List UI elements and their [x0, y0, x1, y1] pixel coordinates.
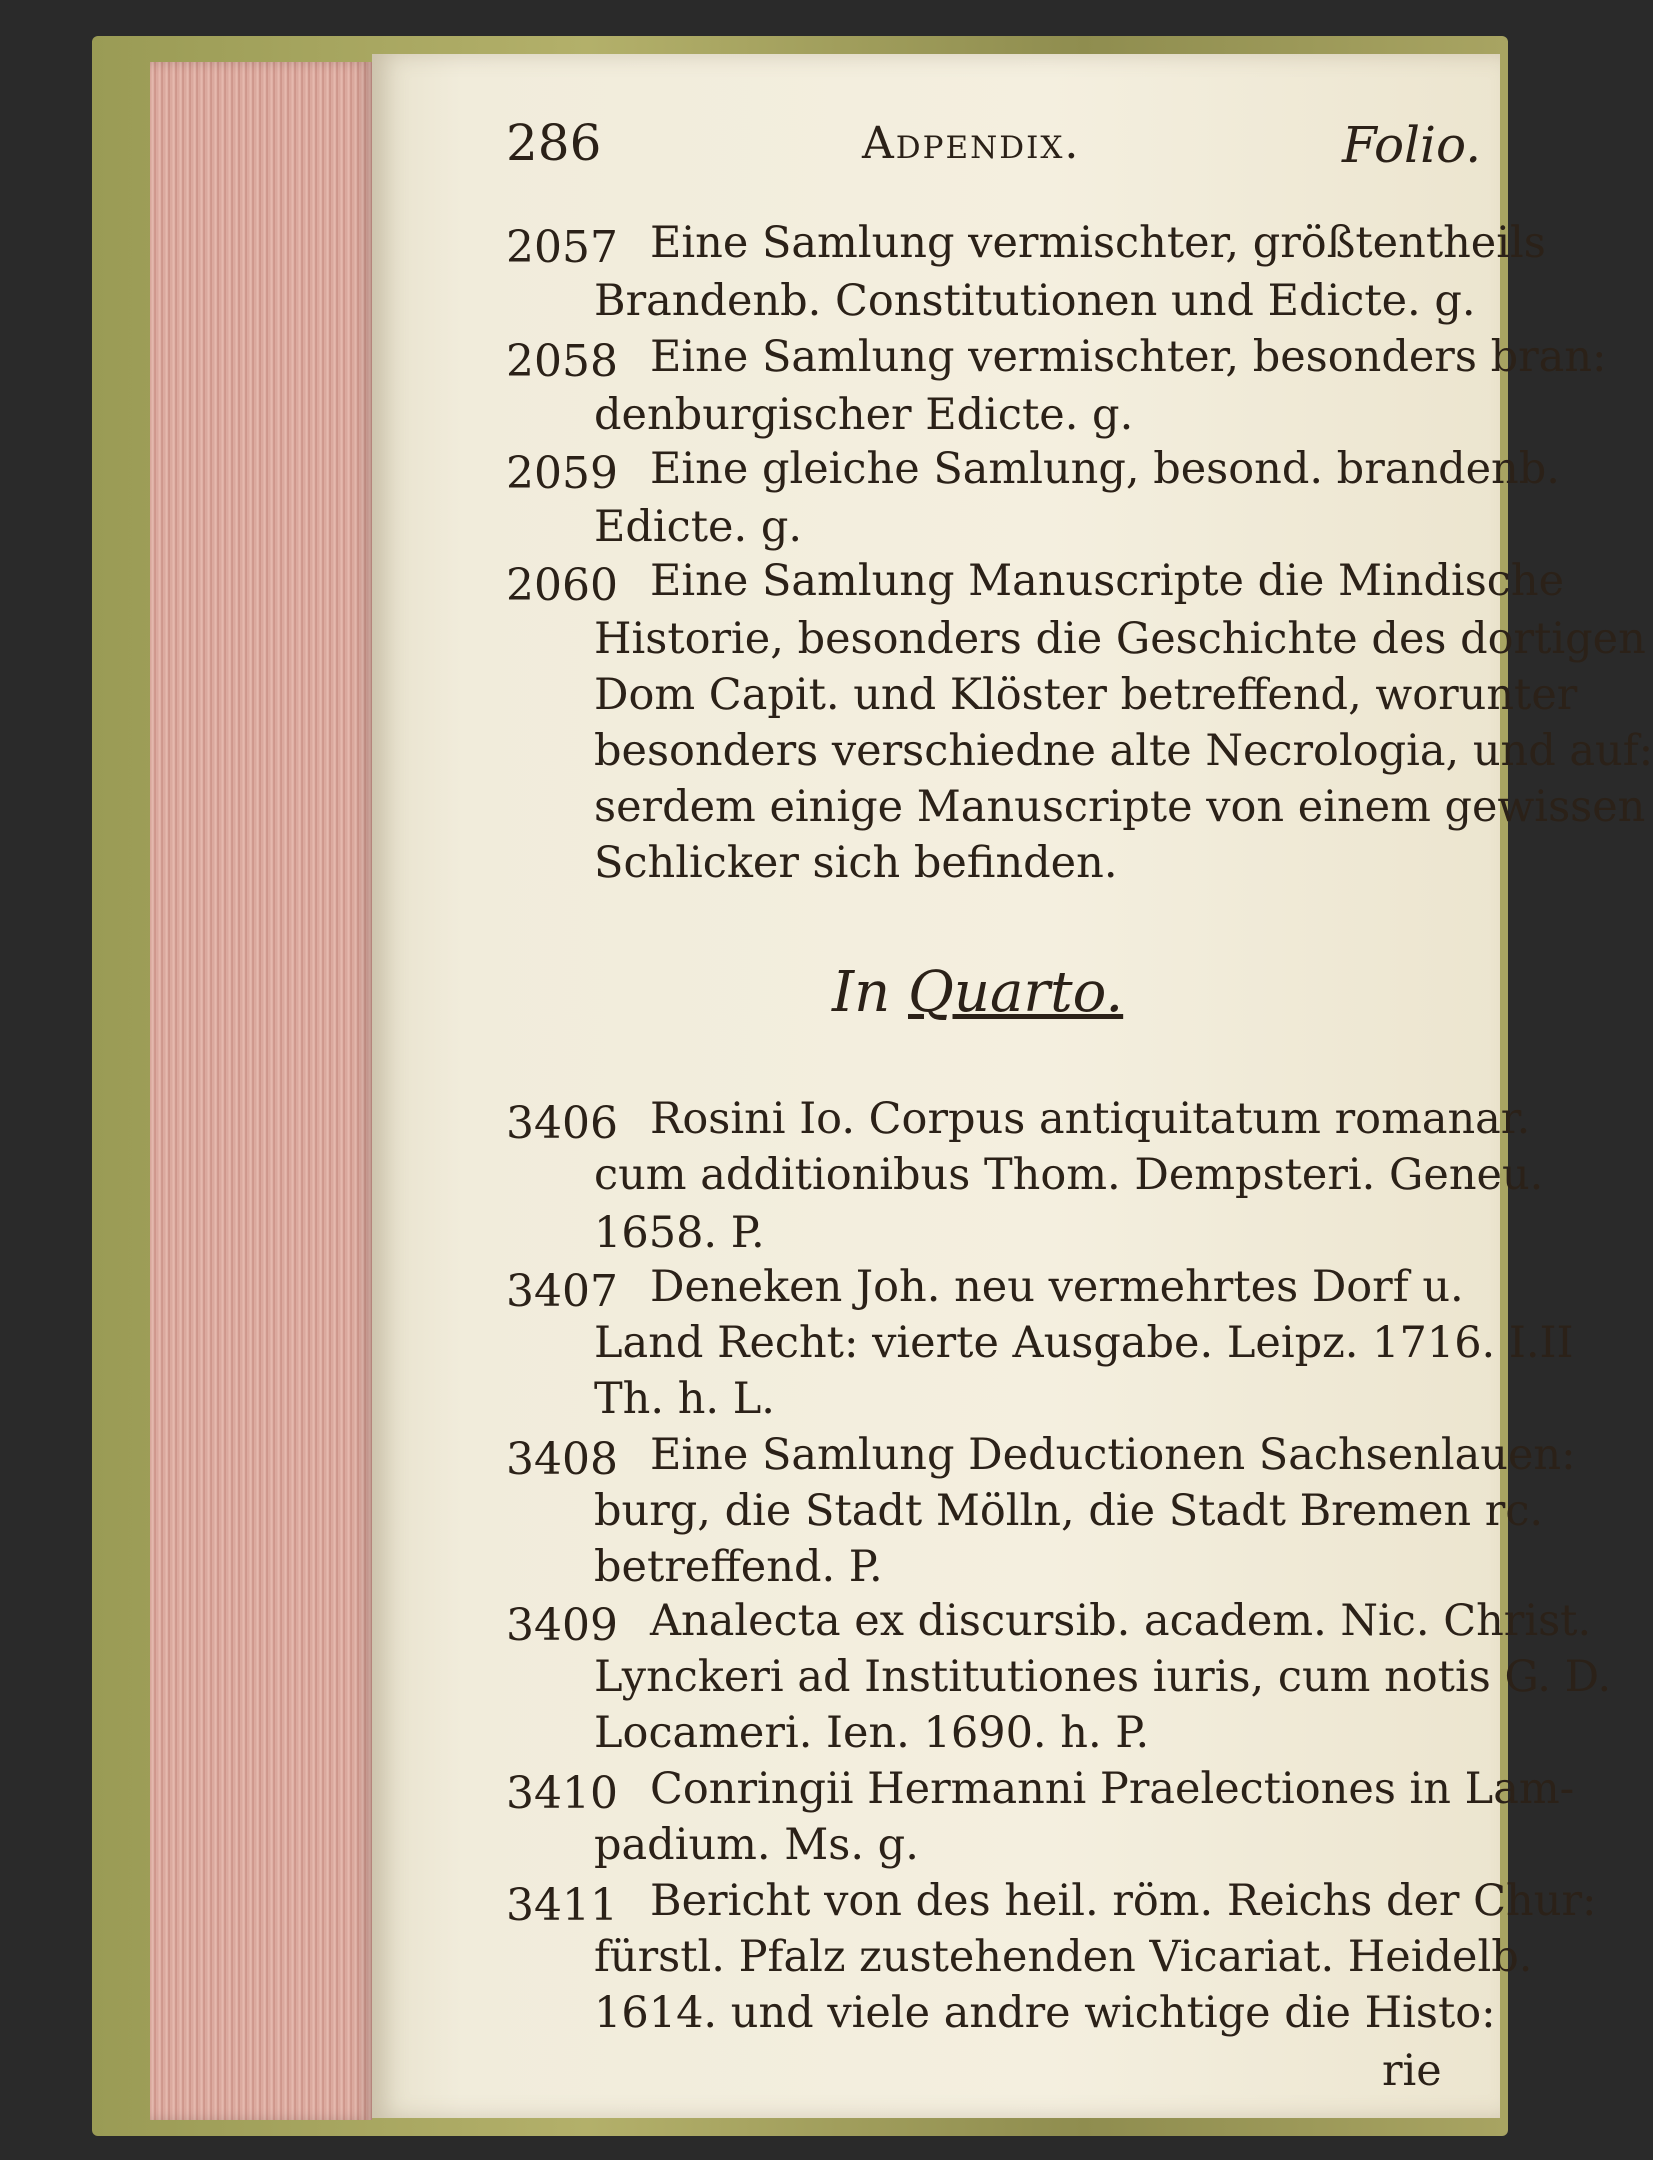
entry-line: Eine Samlung vermischter, größtentheils	[650, 218, 1546, 268]
entry-number: 3406	[506, 1098, 618, 1149]
entry-number: 3409	[506, 1600, 618, 1651]
entry-line: cum additionibus Thom. Dempsteri. Geneu.	[594, 1150, 1544, 1200]
entry-line: burg, die Stadt Mölln, die Stadt Bremen rc.	[594, 1486, 1544, 1536]
entry-number: 3411	[506, 1880, 618, 1931]
running-title: Adpendix.	[862, 118, 1081, 169]
entry-line: Brandenb. Constitutionen und Edicte. g.	[594, 276, 1476, 326]
entry-number: 2060	[506, 560, 618, 611]
heading-word: Quarto.	[908, 960, 1124, 1025]
entry-number: 2059	[506, 448, 618, 499]
page-number: 286	[506, 114, 602, 172]
entry-number: 3407	[506, 1266, 618, 1317]
entry-line: Rosini Io. Corpus antiquitatum romanar.	[650, 1094, 1531, 1144]
entry-line: Eine Samlung Deductionen Sachsenlauen:	[650, 1430, 1576, 1480]
entry-line: Eine Samlung Manuscripte die Mindische	[650, 556, 1565, 606]
entry-line: Schlicker sich befinden.	[594, 838, 1118, 888]
entry-line: Th. h. L.	[594, 1374, 775, 1424]
entry-line: Land Recht: vierte Ausgabe. Leipz. 1716. I.II	[594, 1318, 1574, 1368]
entry-number: 3410	[506, 1768, 618, 1819]
entry-number: 3408	[506, 1434, 618, 1485]
entry-line: Locameri. Ien. 1690. h. P.	[594, 1708, 1150, 1758]
entry-number: 2058	[506, 336, 618, 387]
entry-line: 1658. P.	[594, 1208, 765, 1258]
heading-prefix: In	[832, 960, 891, 1025]
entry-line: serdem einige Manuscripte von einem gewissen	[594, 782, 1646, 832]
entry-line: Dom Capit. und Klöster betreffend, worunter	[594, 670, 1578, 720]
book-page	[372, 54, 1653, 2118]
entry-line: Lynckeri ad Institutiones iuris, cum notis G. D.	[594, 1652, 1612, 1702]
section-label: Folio.	[1342, 116, 1482, 174]
entry-line: Analecta ex discursib. academ. Nic. Christ.	[650, 1596, 1592, 1646]
entry-line: fürstl. Pfalz zustehenden Vicariat. Heidelb.	[594, 1932, 1533, 1982]
entry-line: Bericht von des heil. röm. Reichs der Chur:	[650, 1876, 1597, 1926]
entry-line: Eine Samlung vermischter, besonders bran:	[650, 332, 1607, 382]
entry-line: Edicte. g.	[594, 502, 803, 552]
page-edges	[150, 62, 372, 2120]
entry-number: 2057	[506, 222, 618, 273]
entry-line: Historie, besonders die Geschichte des dortigen	[594, 614, 1646, 664]
entry-line: Deneken Joh. neu vermehrtes Dorf u.	[650, 1262, 1464, 1312]
entry-line: Conringii Hermanni Praelectiones in Lam-	[650, 1764, 1575, 1814]
entry-line: besonders verschiedne alte Necrologia, und auf:	[594, 726, 1653, 776]
page-text	[372, 54, 1653, 2118]
section-heading	[832, 960, 1123, 1025]
catchword: rie	[1382, 2046, 1442, 2096]
entry-line: betreffend. P.	[594, 1542, 883, 1592]
entry-line: Eine gleiche Samlung, besond. brandenb.	[650, 444, 1560, 494]
entry-line: 1614. und viele andre wichtige die Histo:	[594, 1988, 1496, 2038]
entry-line: padium. Ms. g.	[594, 1820, 919, 1870]
entry-line: denburgischer Edicte. g.	[594, 390, 1134, 440]
